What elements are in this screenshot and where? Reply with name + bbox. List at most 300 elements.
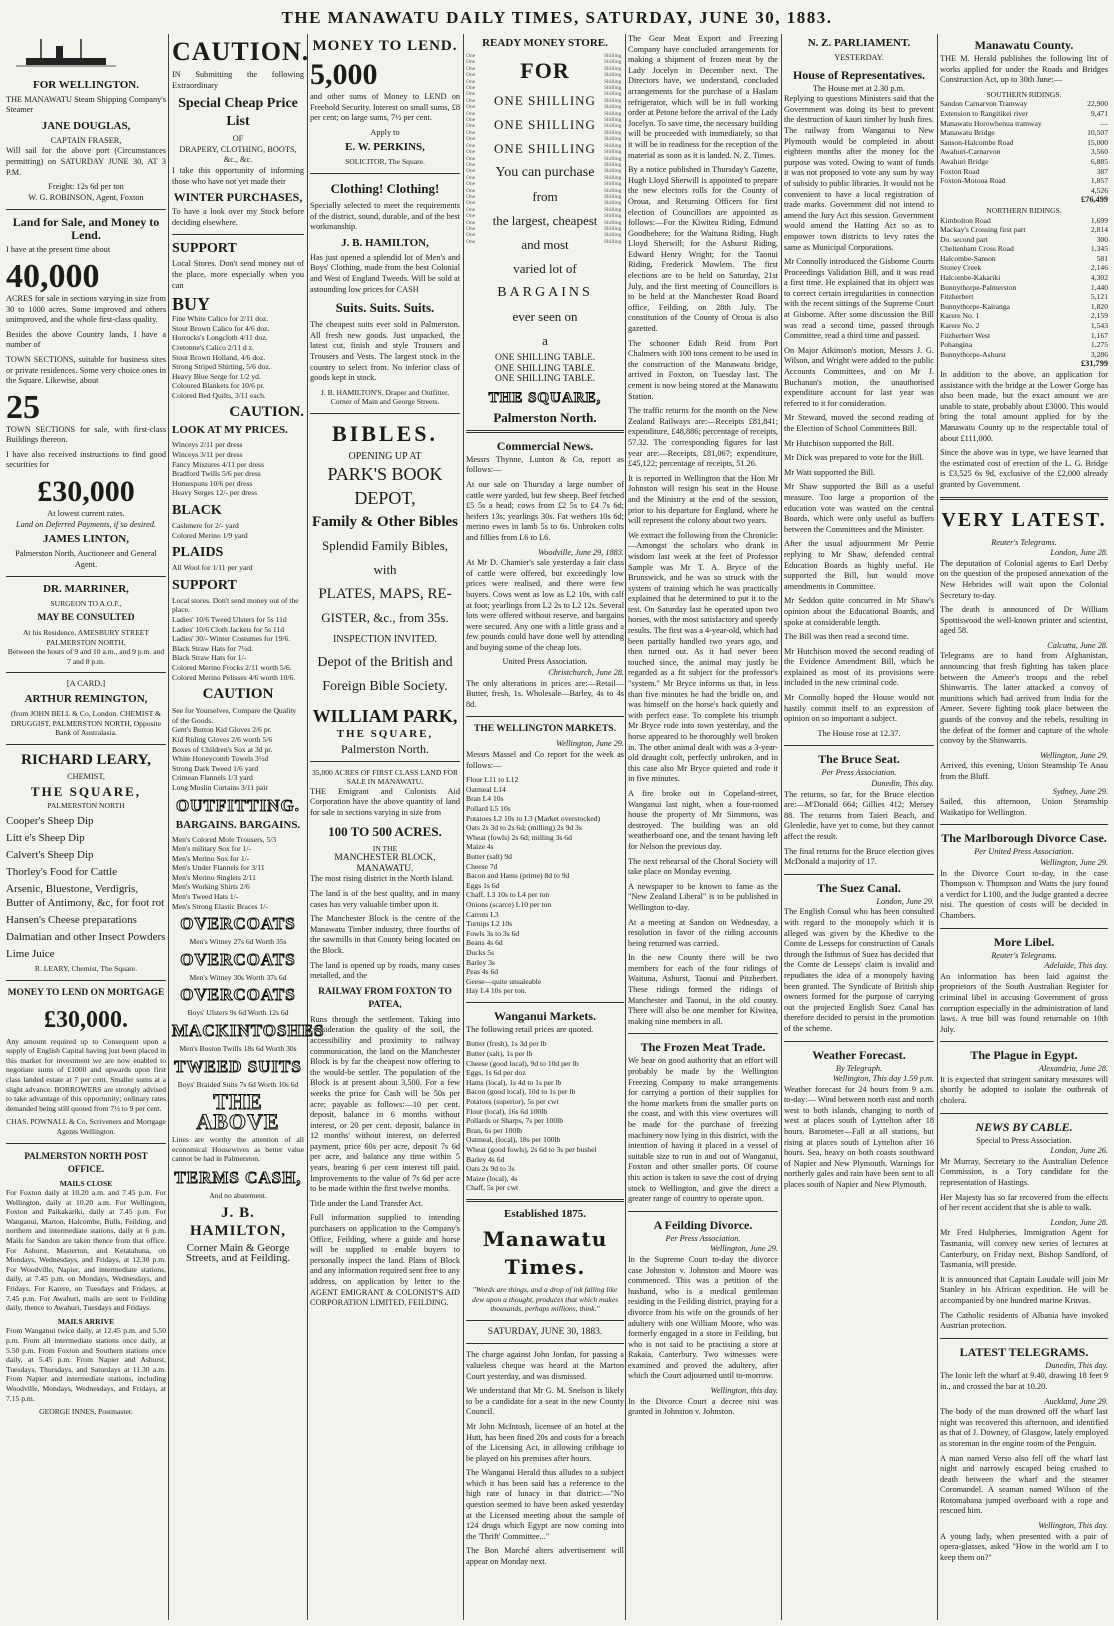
for-label: FOR <box>520 58 570 83</box>
bruce-seat-heading: The Bruce Seat. <box>818 752 900 767</box>
caution-item: Crimean Flannels 1/3 yard <box>172 773 253 783</box>
market-item: Flour L11 to L12 <box>466 775 519 785</box>
market-item: Bran, 6s per 100lb <box>466 1125 523 1135</box>
dateline: Calcutta, June 28. <box>1047 640 1108 650</box>
acres-heading: 35,000 ACRES OF FIRST CLASS LAND FOR SALE IN MANAWATU. <box>311 767 459 787</box>
hamilton-address: Corner Main & George <box>186 1241 290 1254</box>
palmerston-north: Palmerston North. <box>493 409 597 425</box>
buy-item: Fine White Calico for 2/11 doz. <box>172 314 269 324</box>
market-item: Potatoes L2 10s to L3 (Market overstocked) <box>466 813 601 823</box>
news-text: Her Majesty has so far recovered from the effects of her recent accident that she is able to walk. <box>940 1192 1108 1213</box>
riding-work: Sanson-Halcombe Road <box>940 137 1014 147</box>
riding-amount: 1,275 <box>1090 340 1108 350</box>
news-text: In the Divorce Court to-day, in the case Thompson v. Thompson and Watts the jury found a verdict for L100, and the Judge granted a decree nisi. The question of costs will be decided in Chambers. <box>940 868 1108 920</box>
the-above-text: Lines are worthy the attention of all economical Housewives as better value cannot be had in Palmerston. <box>172 1135 304 1164</box>
riding-work: Fitzherbert <box>940 292 974 302</box>
riding-work: Mackay's Crossing first part <box>940 225 1026 235</box>
riding-amount: 6,885 <box>1090 156 1108 166</box>
plaids-heading: PLAIDS <box>172 545 224 561</box>
motto: "Words are things, and a drop of ink falling like dew upon a thought, produces that which makes thousands, perhaps millions, think." <box>471 1284 619 1314</box>
news-text: A man named Verso also fell off the wharf last night and narrowly escaped being crushed to death between the wharf and the steamer Coromandel. A seaman named Wilson of the Rotomahana jumped overboard with a rope and rescued him. <box>940 1453 1108 1516</box>
dateline: Wellington, June 29. <box>1040 857 1108 867</box>
mackintoshes-heading: MACKINTOSHES <box>172 1021 325 1041</box>
commercial-text: Messrs Thynne, Lunton & Co, report as follows:— <box>466 454 624 475</box>
support-item: Ladies' 10/6 Tweed Ulsters for 5s 11d <box>172 615 287 624</box>
weather-heading: Weather Forecast. <box>812 1047 906 1062</box>
mortgage-signature: CHAS. POWNALL & Co, Scriveners and Mortgage Agents Wellington. <box>6 1117 166 1136</box>
no-abatement: And no abatement. <box>209 1191 267 1200</box>
support-item: Local stores. Don't send money out of the place. <box>172 595 299 615</box>
support-heading: SUPPORT <box>172 241 237 257</box>
press-association: Per Press Association. <box>821 768 897 778</box>
riding-work: Foxton-Motoua Road <box>940 176 1006 186</box>
riding-row <box>940 273 1108 283</box>
caution-heading: CAUTION. <box>172 37 310 66</box>
riding-work: Kimbolton Road <box>940 215 991 225</box>
riding-amount: 2,146 <box>1090 263 1108 273</box>
riding-work: Fitzherbert West <box>940 330 991 340</box>
news-text: By a notice published in Thursday's Gazette, Hugh Lloyd Sherwill is appointed to prepare the new electors rolls for the County of Oroua, and Returning Officers for first election of Councillors are appointed as follows:—For the Kiwitea Riding, Edmund Goodbehere; for the Waituna Riding, Hugh Lloyd Sherwill; for the Ashurst Riding, Edward Henry Wright; for the Taonui Riding, Frederick Mowlem. The first elections are to be held on Saturday, 21st July, and the first meeting of Councillors is to be held at the Manchester Road Board office, Feilding, on 28th July. The constitution of the County of Oroua is also gazetted. <box>628 165 778 334</box>
riding-amount: 1,345 <box>1090 244 1108 254</box>
riding-row <box>940 167 1108 177</box>
northern-ridings-table <box>940 216 1108 360</box>
riding-row <box>940 119 1108 129</box>
manawatu-times-title: Manawatu Times. <box>482 1226 608 1279</box>
market-item: Cheese 7d <box>466 861 498 871</box>
winter-purchases: WINTER PURCHASES, <box>173 190 303 205</box>
news-text: A fire broke out in Copeland-street, Wanganui last night, when a four-roomed house the property of Mr Simmons, was destroyed. The building was an old weatherboard one, and the tenant having left for Nelson the previous day. <box>628 788 778 851</box>
column-rule <box>463 34 464 1620</box>
dateline: Wellington, This day 1.59 p.m. <box>832 1074 934 1084</box>
riding-row <box>940 331 1108 341</box>
doctor-text: SURGEON TO A.O.F., <box>50 599 122 609</box>
house-rose: The House rose at 12.37. <box>817 728 901 738</box>
riding-amount: 581 <box>1096 253 1108 263</box>
land-text: ACRES for sale in sections varying in size from 30 to 1000 acres. Some improved and others unimproved, and the whole first-class quality. <box>6 293 166 325</box>
suez-canal-heading: The Suez Canal. <box>817 880 901 895</box>
riding-amount: 1,699 <box>1090 215 1108 225</box>
land-text: I have at the present time about <box>6 245 111 255</box>
market-item: Chaff, L3 10s to L4 per ton <box>466 890 550 900</box>
news-text: In the Divorce Court a decree nisi was granted in Johnston v. Johnston. <box>628 1396 778 1417</box>
wanganui-markets-heading: Wanganui Markets. <box>493 1008 596 1023</box>
riding-amount: 387 <box>1096 166 1108 176</box>
bibles-text: GISTER, &c., from 35s. <box>321 610 449 626</box>
market-item: Hay L4 10s per ton. <box>466 986 527 996</box>
northern-ridings-heading: NORTHERN RIDINGS. <box>986 205 1062 215</box>
riding-row <box>940 138 1108 148</box>
market-item: Fowls 3s to 3s 6d <box>466 928 520 938</box>
news-text: The body of the man drowned off the wharf last night was recovered this afternoon, and identified as that of J. Downey, of Glasgow, lately employed as storeman in the engine room of the Penguin. <box>940 1407 1108 1448</box>
black-item: Cashmere for 2/- yard <box>172 521 239 531</box>
libel-heading: More Libel. <box>993 934 1055 949</box>
hamilton-address: Streets, and at Feilding. <box>185 1252 291 1265</box>
news-text: We extract the following from the Chronicle:—Amongst the scholars who drank in wisdom last week at the feet of Professor Sample was Mr T. A. Bryce of the Brunswick, and he was so struck with the system of training which he was practically explained that he determined to put it to the test. On Saturday last he operated upon two horses, with the most satisfactory and speedy results. The first was a 4-year-old, which had been partially handled two years ago, and then turned out. As it had never been touched since, the animal may justly be regarded as a fit subject for the professor's "system." Mr Bryce informs us that, in less than five minutes he had the bridle on, and was himself on the horse's back quietly and with perfect ease. To complete his triumph Mr Bryce rode into town yesterday, and the horse appeared to be thoroughly well broken in. The other animal dealt with was a 3-year-old draught colt, perfectly unbroken, and in this case also Mr Bryce quieted and rode it in five minutes. <box>628 530 779 784</box>
market-item: Cheese (good local), 9d to 10d per lb <box>466 1058 579 1068</box>
parliament-text: The Bill was then read a second time. <box>784 632 909 642</box>
news-text: In the new County there will be two members for each of the four ridings of Waituna, Ashurst, Taonui and Pitzherbert. These ridings formed the ridings of Manchester and Taonui, in the old county. There will also be one member for Kiwitea, making nine members in all. <box>628 953 778 1026</box>
yesterday-label: YESTERDAY. <box>834 53 884 62</box>
markets-text: Messrs Massel and Co report for the week as follows:— <box>466 750 624 770</box>
drapery-label: DRAPERY, CLOTHING, BOOTS, &c., &c. <box>179 144 297 165</box>
hamilton-name: J. B. HAMILTON, <box>189 1204 287 1239</box>
look-item: Winceys 2/11 per dress <box>172 440 243 450</box>
news-text: Sailed, this afternoon, Union Steamship Waikatipo for Wellington. <box>940 797 1108 817</box>
news-text: The English Consul who has been consulted with regard to the monopoly which it is alleged was given by the Khedive to the Comte de Lesseps for construction of Canals through the Isthmus of Suez has decided that the Comte de Lesseps' claim is invalid and repudiates the idea of a monopoly having been granted. The Syndicate of British ship owners formed for the purpose of carrying out the projected English Suez Canal has therefore decided to persist in the promotion of the scheme. <box>784 907 934 1033</box>
bargain-item: Men's Merino Singlets 2/11 <box>172 872 256 882</box>
riding-amount: 22,900 <box>1087 99 1108 109</box>
buy-item: Strong Striped Shirting, 5/6 doz. <box>172 362 271 372</box>
mails-close-text: For Foxton daily at 10.20 a.m. and 7.45 p.m. For Wellington, daily at 10.20 a.m. For Wellington, Foxton and Paikakariki, daily at 7.45 p.m. For Wanganui, Marton, Halcombe, Bulls, Feilding, and northern and intermediate stations, daily at 6 p.m. Mails for Sandon are taken thence from that office. For Ashurst, Masterton, and Ketatahuna, on Mondays, Wednesdays, and Fridays, at 12.30 p.m. For Woodville, Napier, and intermediate stations, daily, at 7.45 p.m. on Mondays, Wednesdays, and Fridays. For Karere, on Tuesdays and Fridays, at 7.45 p.m. For Awahuri, mails are sent to Feilding daily, thence to Awahuri, Tuesdays and Fridays. <box>6 1188 166 1313</box>
market-item: Pollard L5 10s <box>466 804 511 813</box>
riding-work: Karere No. 2 <box>940 321 980 331</box>
riding-amount: 9,471 <box>1090 108 1108 118</box>
riding-row <box>940 350 1108 360</box>
county-text: Since the above was in type, we have learned that the estimated cost of erection of the L. G. Bridge is £3,525 6s 9d, exclusive of the £2,000 already granted by Government. <box>940 448 1108 489</box>
riding-row <box>940 235 1108 245</box>
riding-work: Awahuri-Carnarvon <box>940 147 1001 157</box>
news-text: Mr Fred Hulpheries, Immigration Agent for Tasmania, will convey new series of lectures at Canterbury, on Friday next, Bishop Sandford, of Tasmania, will preside. <box>940 1228 1108 1270</box>
purchase-text: varied lot of <box>513 261 577 276</box>
riding-row <box>940 147 1108 157</box>
market-item: Chaff, 5s per cwt <box>466 1183 519 1193</box>
riding-row <box>940 128 1108 138</box>
purchase-text: a <box>542 333 548 348</box>
riding-work: Bunnythorpe-Palmerston <box>940 282 1017 292</box>
riding-work: Halcombe-Sanson <box>940 253 996 263</box>
land-deferred: Land on Deferred Payments, if so desired. <box>16 519 156 529</box>
look-item: Fancy Mixtures 4/11 per dress <box>172 459 265 469</box>
bargain-item: Men's Strong Elastic Braces 1/- <box>172 901 268 911</box>
outfitting-heading: OUTFITTING. <box>176 795 300 815</box>
news-text: The traffic returns for the month on the New Zealand Railways are:—Receipts £81,841; expenditure, £48,886; percentage of receipts, 57.32. The corresponding figures for last year are:—Receipts, £81,067; expenditure, £45,122; percentage of receipts, 51.26. <box>628 406 778 469</box>
leary-item: Arsenic, Bluestone, Verdigris, Butter of Antimony, &c, for foot rot <box>6 882 165 909</box>
dateline: Woodville, June 29, 1883. <box>538 547 624 557</box>
leary-item: Calvert's Sheep Dip <box>6 848 94 861</box>
dateline: Auckland, June 29. <box>1044 1396 1108 1406</box>
market-item: Ducks 5s <box>466 947 495 957</box>
caution-heading: CAUTION <box>202 686 274 703</box>
buy-item: Horrocks's Longcloth 4/11 doz. <box>172 333 268 343</box>
county-text: THE M. Herald publishes the following list of works applied for under the Roads and Bridges Construction Act, up to 30th June:— <box>940 54 1108 85</box>
one-shilling: ONE SHILLING <box>494 93 596 108</box>
land-money: £30,000 <box>37 475 135 509</box>
column-rule <box>625 34 626 1620</box>
by-telegraph: By Telegraph. <box>835 1063 883 1073</box>
ship-captain: CAPTAIN FRASER, <box>50 135 122 145</box>
card-label: [A CARD.] <box>66 679 106 689</box>
frozen-meat-heading: The Frozen Meat Trade. <box>640 1040 766 1055</box>
riding-amount: 15,000 <box>1087 137 1108 147</box>
inspection-invited: INSPECTION INVITED. <box>333 634 437 646</box>
parliament-text: Replying to questions Ministers said that the Government was doing its best to prevent the destruction of kauri timber by bush fires. The railway from Wanganui to New Plymouth would be completed in about eighteen months after the money for the purpose was voted. Owing to want of funds it was not proposed to vote any sum by way of subsidy to public libraries. It would not be convenient to have a local registration of trade marks. Government did not intend to amend the Jury Act this session. Government would amend the Hatting Act so as to empower town districts to levy rates the same as Municipal Corporations. <box>784 94 935 252</box>
remington-heading: ARTHUR REMINGTON, <box>24 693 148 705</box>
editorial-text: The Bon Marché alters advertisement will appear on Monday next. <box>466 1546 624 1567</box>
manchester-block: MANCHESTER BLOCK, MANAWATU. <box>334 853 436 874</box>
parliament-text: After the usual adjournment Mr Petrie replying to Mr Shaw, defended central Education Boards as highly useful. He supported the Bill, but would move amendments in Committee. <box>784 539 934 591</box>
established: Established 1875. <box>504 1207 586 1220</box>
news-text: The death is announced of Dr William Spottiswood the well-known printer and scientist, aged 58. <box>940 605 1108 636</box>
column-rule <box>781 34 782 1620</box>
one-shilling: ONE SHILLING <box>494 117 596 132</box>
bargains-text: BARGAINS <box>497 285 593 300</box>
press-association: Special to Press Association. <box>976 1135 1072 1145</box>
market-item: Oatmeal L14 <box>466 784 506 794</box>
column-7 <box>940 34 1108 1620</box>
riding-work: Bunnythorpe-Kairanga <box>940 301 1011 311</box>
buy-item: Cretonne's Calico 2/11 d z. <box>172 342 254 352</box>
riding-work: Awahuri Bridge <box>940 156 989 166</box>
ship-freight: Freight: 12s 6d per ton <box>48 182 124 192</box>
remington-text: (from JOHN BELL & Co, London. CHEMIST & DRUGGIST, PALMERSTON NORTH, Opposite Bank of Australasia. <box>10 709 162 738</box>
southern-total: £76,499 <box>1081 195 1108 205</box>
dateline: Dunedin, This day. <box>871 779 934 789</box>
plague-heading: The Plague in Egypt. <box>970 1048 1078 1063</box>
buy-item: Stout Brown Holland, 4/6 doz. <box>172 352 266 362</box>
market-item: Bacon (good local), 10d to 1s per lb <box>466 1087 576 1097</box>
riding-amount: 300 <box>1096 234 1108 244</box>
support-heading: SUPPORT <box>172 577 237 593</box>
press-association: United Press Association. <box>502 657 588 667</box>
feilding-divorce-heading: A Feilding Divorce. <box>653 1217 753 1232</box>
support-item: Colored Merino Frocks 2/11 worth 5/6. <box>172 662 292 672</box>
bargain-item: Men's Merino Sox for 1/- <box>172 853 250 863</box>
press-association: Per Press Association. <box>665 1233 741 1243</box>
riding-work: Bunnythorpe-Ashurst <box>940 349 1006 359</box>
doctor-heading: DR. MARRINER, <box>43 583 129 596</box>
riding-amount: 3,286 <box>1090 349 1108 359</box>
leary-item: Dalmatian and other Insect Powders <box>6 930 166 943</box>
parliament-text: Mr Hutchison moved the second reading of the Evidence Amendment Bill, which he explained as most of its provisions were included in the new criminal code. <box>784 646 934 688</box>
very-latest-heading: VERY LATEST. <box>941 508 1107 531</box>
caution-item: White Honeycomb Towels 3½d <box>172 754 269 764</box>
news-text: The schooner Edith Reid from Port Chalmers with 100 tons cement to be used in the construction of the Manawatu bridge, arrived in Foxton, on Tuesday last. The cement is now being stored at the Manawatu Station. <box>628 338 778 401</box>
bargain-item: Men's Colored Mole Trousers, 5/3 <box>172 834 277 844</box>
riding-amount: 2,814 <box>1090 225 1108 235</box>
riding-row <box>940 244 1108 254</box>
shilling-table: ONE SHILLING TABLE. <box>494 363 596 374</box>
shilling-table: ONE SHILLING TABLE. <box>494 374 596 385</box>
ship-text: THE MANAWATU Steam Shipping Company's Steamer <box>6 94 166 115</box>
overcoats-text: Men's Witney 27s 6d Worth 35s <box>189 937 287 947</box>
masthead: THE MANAWATU DAILY TIMES, SATURDAY, JUNE 30, 1883. <box>281 8 833 27</box>
bargain-item: Men's Under Flannels for 3/11 <box>172 863 265 873</box>
dateline: Wellington, This day. <box>1038 1521 1108 1531</box>
support-item: Black Straw Hats for 1/- <box>172 653 247 663</box>
black-heading: BLACK <box>172 503 222 519</box>
ship-name: JANE DOUGLAS, <box>41 119 131 132</box>
southern-ridings-heading: SOUTHERN RIDINGS. <box>986 89 1062 99</box>
news-text: In the Supreme Court to-day the divorce case Johnston v. Johnston and Moore was commenced. This was a petition of the husband, who is a medical gentleman residing in the Feilding district, praying for a divorce from his wife on the grounds of her adultery with one William Moore, who was formerly engaged in a store in Feilding, but who is not said to be practising a store at Rakaia, Canterbury. Two witnesses were examined and proved the adultery, after which the Court adjourned until to-morrow. <box>628 1254 778 1381</box>
market-item: Oats 2s 9d to 3s <box>466 1164 515 1174</box>
bibles-heading: BIBLES. <box>332 420 438 446</box>
plaids-item: All Wool for 1/11 per yard <box>172 563 253 573</box>
parliament-text: Mr Watt supported the Bill. <box>784 467 876 477</box>
ship-agent: W. G. ROBINSON, Agent, Foxton <box>28 192 144 202</box>
caution-item: Kid Riding Gloves 2/6 worth 5/6 <box>172 734 273 744</box>
leary-square: THE SQUARE, <box>30 784 142 800</box>
buy-item: Heavy Blue Serge for 1/2 yd. <box>172 371 261 381</box>
reuters: Reuter's Telegrams. <box>991 950 1057 960</box>
apply-label: Apply to <box>370 127 400 137</box>
market-item: Peas 4s 6d <box>466 967 499 977</box>
leary-text: PALMERSTON NORTH <box>47 801 125 811</box>
reuters: Reuter's Telegrams. <box>991 537 1057 547</box>
riding-row <box>940 263 1108 273</box>
news-text: The final returns for the Bruce election gives McDonald a majority of 17. <box>784 846 934 867</box>
tweed-suits-text: Boys' Braided Suits 7s 6d Worth 10s 6d <box>177 1079 299 1089</box>
market-item: Onions (scarce) L10 per ton <box>466 899 552 909</box>
bargain-item: Men's Tweed Hats 1/- <box>172 892 239 902</box>
leary-signature: R. LEARY, Chemist, The Square. <box>34 963 138 973</box>
caution-item: Long Muslin Curtains 3/11 pair <box>172 782 268 792</box>
land-heading: Land for Sale, and Money to Lend. <box>12 215 160 243</box>
riding-row <box>940 225 1108 235</box>
decorative-border: Shilling Shilling Shilling Shilling Shilling Shilling Shilling Shilling Shilling Shilling Shilling Shilling Shilling Shilling Shilling Shilling Shilling Shilling Shilling Shilling Shilling Shilling Shilling Shilling Shilling Shilling Shilling Shilling Shilling Shilling <box>604 53 622 245</box>
riding-row <box>940 340 1108 350</box>
riding-amount: — <box>1100 118 1108 128</box>
overcoats-heading: OVERCOATS <box>180 914 296 934</box>
mails-arrive-heading: MAILS ARRIVE <box>57 1316 115 1326</box>
dateline: London, June 29. <box>876 896 934 906</box>
the-square: THE SQUARE, <box>336 728 434 741</box>
doctor-text: Between the hours of 9 and 10 a.m., and 9 p.m. and 7 and 8 p.m. <box>7 647 165 666</box>
dateline: Wellington, June 29. <box>556 739 624 749</box>
land-text: Besides the above Country lands, I have a number of <box>6 329 166 350</box>
news-text: An information has been laid against the proprietors of the South Australian Register for criminal libel in accusing Government of gross corruption especially in the administration of land laws. A true bill was found returnable on 10th July. <box>940 971 1108 1034</box>
caution-text: See for Yourselves, Compare the Quality of the Goods. <box>172 706 297 725</box>
riding-work: Foxton Road <box>940 166 980 176</box>
market-item: Bacon and Hams (prime) 8d to 9d <box>466 871 570 881</box>
southern-ridings-table <box>940 99 1108 195</box>
town-sections-number: 25 <box>6 388 40 426</box>
look-heading: LOOK AT MY PRICES. <box>172 424 288 437</box>
parliament-text: Mr Dick was prepared to vote for the Bill. <box>784 453 924 463</box>
dateline: London, June 26. <box>1050 1146 1108 1156</box>
riding-work: Stoney Creek <box>940 263 982 273</box>
news-text: The Catholic residents of Albania have invoked Austrian protection. <box>940 1310 1108 1331</box>
railway-heading: RAILWAY FROM FOXTON TO PATEA, <box>318 986 452 1010</box>
the-above-heading: THE ABOVE <box>196 1089 280 1135</box>
marlborough-heading: The Marlborough Divorce Case. <box>941 831 1107 846</box>
look-item: Bradford Twills 5/6 per dress <box>172 469 261 479</box>
palmerston-north: Palmerston North. <box>341 742 429 757</box>
parliament-text: Mr Steward, moved the second reading of the Election of School Committees Bill. <box>784 413 934 433</box>
market-item: Butter (fresh), 1s 3d per lb <box>466 1039 547 1049</box>
support-text: Local Stores. Don't send money out of the place, more especially when you can <box>172 259 304 290</box>
commercial-text: The only alterations in prices are:—Retail—Butter, fresh, 1s. Wholesale—Barley, 4s to 4s 8d. <box>466 678 624 709</box>
dateline: Wellington, June 29. <box>710 1244 778 1254</box>
market-item: Hams (local), 1s 4d to 1s per lb <box>466 1077 562 1087</box>
emigrant-text: The Manchester Block is the centre of the Manawatu Timber industry, three fourths of the sawmills in that County being located on the Block. <box>310 914 460 955</box>
news-text: The Gear Meat Export and Freezing Company have concluded arrangements for making a shipment of frozen meat by the Lady Jocelyn in December next. The Directors have, we understand, concluded arrangements for the purchase of a Haslam refrigerator, which will be in full working order at Petone before the arrival of the Lady Jocelyn. To save time, the necessary building will be proceeded with immediately, so that it will be in readiness for the reception of the material as soon as it is landed. N. Z. Times. <box>628 34 778 160</box>
riding-row <box>940 321 1108 331</box>
land-rates: At lowest current rates. <box>47 509 125 519</box>
riding-amount: 1,857 <box>1090 176 1108 186</box>
riding-amount: 10,507 <box>1087 128 1108 138</box>
ship-sailing: Will sail for the above port (Circumstances permitting) on SATURDAY JUNE 30, AT 3 P.M. <box>6 146 166 177</box>
land-acres-number: 40,000 <box>6 257 100 295</box>
column-5 <box>628 34 778 1620</box>
caution-item: Strong Dark Tweed 1/6 yard <box>172 763 259 773</box>
leary-heading: RICHARD LEARY, <box>21 751 151 768</box>
purchase-text: You can purchase <box>495 165 595 180</box>
editorial-text: The charge against John Jordan, for passing a valueless cheque was heard at the Marton Court yesterday, and was dismissed. <box>466 1350 624 1381</box>
news-text: The returns, so far, for the Bruce election are:—M'Donald 664; Gillies 412; Mersey 88. The returns from Taieri Beach, and Glenledie, have yet to come, but they cannot affect the result. <box>784 789 934 841</box>
special-price-list: Special Cheap Price List <box>178 96 298 130</box>
dateline: Adelaide, This day. <box>1044 961 1108 971</box>
dateline: Alexandria, June 28. <box>1038 1064 1108 1074</box>
emigrant-text: The most rising district in the North Island. <box>310 874 454 884</box>
riding-work: Pohangina <box>940 340 973 350</box>
purchase-text: and most <box>521 237 569 252</box>
editorial-text: The Wanganui Herald thus alludes to a subject which it has been said has a reference to the high rate of lunacy in that district:—"No question seemed to have been asked yesterday at the Licensed meeting about the sample of 124 drugs which Egypt are now coming into the 'Thrift' Committee..." <box>466 1468 624 1541</box>
northern-total: £31,799 <box>1081 359 1108 369</box>
ship-heading: FOR WELLINGTON. <box>33 78 139 91</box>
overcoats-heading: OVERCOATS <box>180 949 296 969</box>
money-heading: MONEY TO LEND. <box>312 38 458 54</box>
market-item: Bran L4 10s <box>466 794 504 804</box>
riding-work: Do. second part <box>940 234 988 244</box>
mortgage-text: Any amount required up to Consequent upon a supply of English Capital having just been placed in this market for investment we are now enabled to negotiate sums of £1000 and upwards upon first class landed estate at 7 per cent. Smaller sums at a slight advance. BORROWERS are strongly advised to take advantage of this opportunity; ordinary rates demanded being still quoted from 7½ to 9 per cent. <box>6 1036 166 1113</box>
market-item: Eggs 1s 6d <box>466 880 500 890</box>
riding-row <box>940 283 1108 293</box>
dateline: Christchurch, June 28. <box>548 668 624 678</box>
money-number: 5,000 <box>310 58 378 91</box>
editorial-text: We understand that Mr G. M. Snelson is likely to be a candidate for a seat in the new County Council. <box>466 1386 624 1417</box>
column-3 <box>310 34 460 1620</box>
market-item: Pollards or Sharps, 7s per 100lb <box>466 1116 564 1126</box>
news-text: The deputation of Colonial agents to Earl Derby on the question of the proposed annexation of the New Hebrides will wait upon the Colonial Secretary to-day. <box>940 558 1108 600</box>
market-item: Beans 4s 6d <box>466 938 503 948</box>
buy-item: Stout Brown Calico for 4/6 doz. <box>172 323 270 333</box>
news-text: It is reported in Wellington that the Hon Mr Johnston will resign his seat in the House and the Ministry at the end of the session, prior to his departure for England, where he will represent the colony about two years. <box>628 473 778 526</box>
look-item: Heavy Serges 12/- per dress <box>172 488 258 498</box>
riding-amount: 1,543 <box>1090 321 1108 331</box>
market-item: Flour (local), 16s 6d 100lb <box>466 1106 548 1116</box>
clothing-text: Specially selected to meet the requirements of the district, sound, durable, and of the best workmanship. <box>310 200 461 232</box>
emigrant-text: Title under the Land Transfer Act. <box>310 1198 424 1208</box>
market-item: Geese—quite unsaleable <box>466 976 542 986</box>
bargain-item: Men's military Sox for 1/- <box>172 844 251 854</box>
caution-text: To have a look over my Stock before deciding elsewhere. <box>172 207 304 227</box>
market-item: Oats 2s 3d to 2s 6d; (milling) 2s 9d 3s <box>466 823 582 833</box>
bible-society: Foreign Bible Society. <box>322 679 448 695</box>
support-item: Black Straw Hats for 7½d. <box>172 643 253 653</box>
news-text: The next rehearsal of the Choral Society will take place on Monday evening. <box>628 856 778 877</box>
ready-money-store: READY MONEY STORE. <box>482 37 608 49</box>
leary-item: Hansen's Cheese preparations <box>6 913 137 926</box>
mortgage-heading: MONEY TO LEND ON MORTGAGE <box>7 987 165 998</box>
riding-row <box>940 99 1108 109</box>
news-text: A newspaper to be known to fame as the "New Zealand Liberal" is to be published in Wellington to-day. <box>628 881 778 912</box>
riding-row <box>940 292 1108 302</box>
riding-amount: 2,159 <box>1090 311 1108 321</box>
riding-row <box>940 302 1108 312</box>
market-item: Maize (local), 4s <box>466 1173 518 1183</box>
clothing-text: Has just opened a splendid lot of Men's and Boys' Clothing, made from the best Colonial and West of England Tweeds. Will be sold at astounding low prices for CASH <box>310 252 460 294</box>
opening-label: OPENING UP AT <box>348 450 422 462</box>
market-item: Wheat (fowls) 2s 6d; milling 3s 6d <box>466 832 572 842</box>
dateline: London, June 28. <box>1050 548 1108 558</box>
decorative-border: One One One One One One One One One One One One One One One One One One One One One One One One One One One One One One <box>466 53 476 245</box>
markets-text: The following retail prices are quoted. <box>466 1024 594 1034</box>
caution-item: Gent's Button Kid Gloves 2/6 pr. <box>172 725 272 735</box>
land-text: TOWN SECTIONS for sale, with first-class Buildings thereon. <box>6 424 166 445</box>
news-text: It is announced that Captain Loudale will join Mr Stanley in his African expedition. He will be accompanied by one hundred marine Kruvas. <box>940 1274 1108 1305</box>
dateline: London, June 28. <box>1050 1217 1108 1227</box>
perkins-name: E. W. PERKINS, <box>345 141 425 154</box>
